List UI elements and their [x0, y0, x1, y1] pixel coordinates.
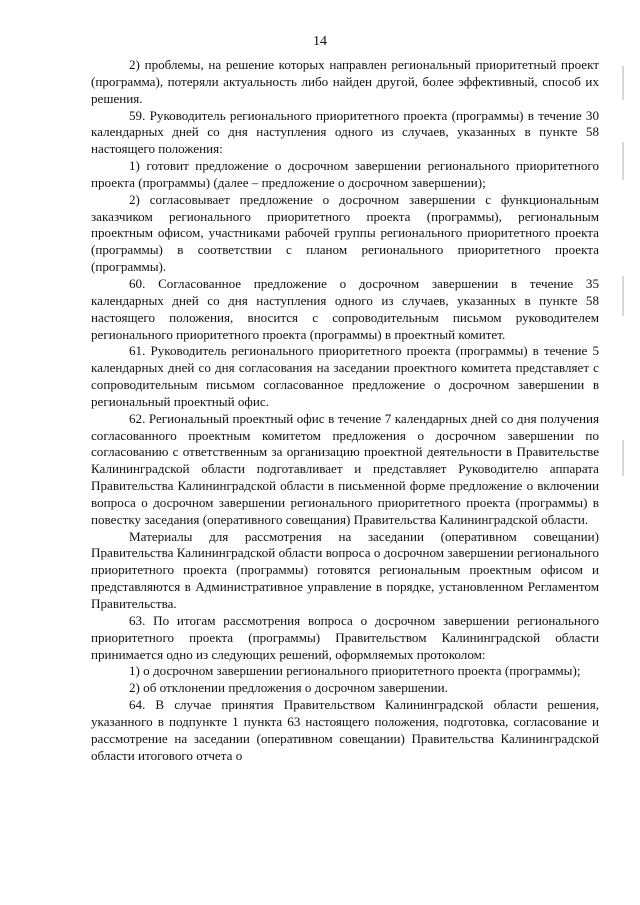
paragraph-61: 61. Руководитель регионального приоритетного проекта (программы) в течение 5 календарных дней со дня согласования на заседании проектного комитета представляет с сопроводительным письмом согласованное предложение о досрочном завершении в региональный проектный офис. [91, 343, 599, 409]
paragraph-59-subitem-2: 2) согласовывает предложение о досрочном завершении с функциональным заказчиком регионального приоритетного проекта (программы), региональным проектным офисом, участниками рабочей группы регионального приоритетного проекта (программы) в соответствии с планом регионального приоритетного проекта (программы). [91, 191, 599, 275]
scan-edge-mark [622, 440, 624, 476]
document-body [91, 57, 599, 764]
scan-edge-mark [622, 276, 624, 316]
scan-edge-mark [622, 142, 624, 180]
paragraph-item-2-problems: 2) проблемы, на решение которых направлен региональный приоритетный проект (программа), потеряли актуальность либо найден другой, более эффективный, способ их решения. [91, 57, 599, 106]
scan-edge-mark [622, 66, 624, 100]
paragraph-60: 60. Согласованное предложение о досрочном завершении в течение 35 календарных дней со дня наступления одного из случаев, указанных в пункте 58 настоящего положения, вносится с сопроводительным письмом руководителем регионального приоритетного проекта (программы) в проектный комитет. [91, 275, 599, 342]
paragraph-59: 59. Руководитель регионального приоритетного проекта (программы) в течение 30 календарных дней со дня наступления одного из случаев, указанных в пункте 58 настоящего положения: [91, 107, 599, 157]
paragraph-63: 63. По итогам рассмотрения вопроса о досрочном завершении регионального приоритетного проекта (программы) Правительством Калининградской области принимается одно из следующих решений, оформляемых протоколом: [91, 612, 599, 662]
paragraph-62-materials: Материалы для рассмотрения на заседании (оперативном совещании) Правительства Калининградской области вопроса о досрочном завершении регионального приоритетного проекта (программы) готовятся региональным проектным офисом и представляются в Административное управление в порядке, установленном Регламентом Правительства. [91, 528, 599, 611]
paragraph-59-subitem-1: 1) готовит предложение о досрочном завершении регионального приоритетного проекта (программы) (далее – предложение о досрочном завершении); [91, 158, 599, 190]
paragraph-63-subitem-2: 2) об отклонении предложения о досрочном завершении. [129, 680, 448, 696]
paragraph-63-subitem-1: 1) о досрочном завершении регионального приоритетного проекта (программы); [129, 663, 581, 679]
page-number: 14 [313, 34, 327, 49]
paragraph-64: 64. В случае принятия Правительством Калининградской области решения, указанного в подпункте 1 пункта 63 настоящего положения, подготовка, согласование и рассмотрение на заседании (оперативном совещании) Правительства Калининградской области итогового отчета о [91, 697, 599, 763]
paragraph-62: 62. Региональный проектный офис в течение 7 календарных дней со дня получения согласованного проектным комитетом предложения о досрочном завершении по согласованию с ответственным за организацию проектной деятельности в Правительстве Калининградской области подготавливает и представляет Руководителю аппарата Правительства Калининградской области в письменной форме предложение о включении вопроса о досрочном завершении регионального приоритетного проекта (программы) в повестку заседания (оперативного совещания) Правительства Калининградской области. [91, 410, 599, 527]
